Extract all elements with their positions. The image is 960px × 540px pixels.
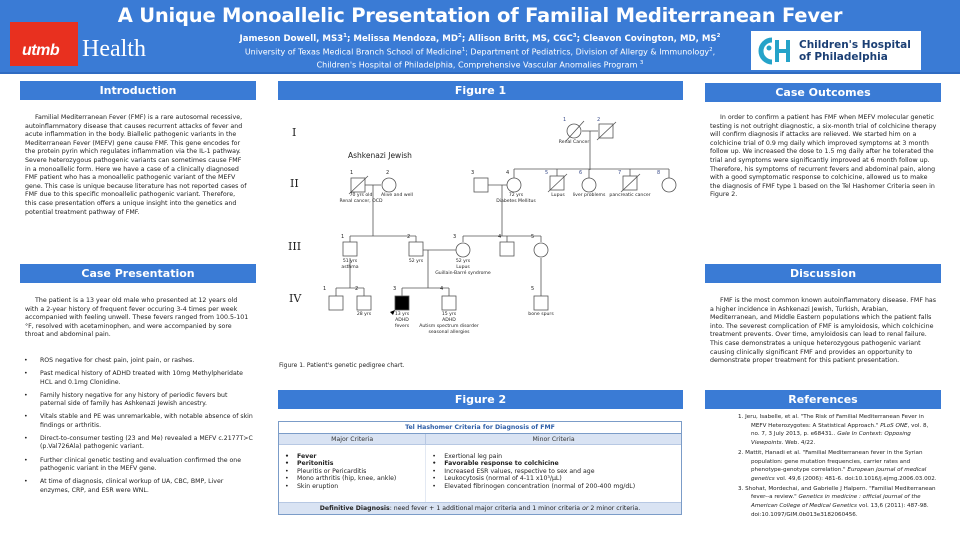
- list-item: • Mono arthritis (hip, knee, ankle): [279, 475, 425, 482]
- svg-text:1: 1: [563, 117, 567, 123]
- list-item: • Elevated fibrinogen concentration (normal of 200-400 mg/dL): [426, 483, 681, 490]
- utmb-logo-mark: utmb: [10, 22, 78, 66]
- reference-item: 1. Jeru, Isabelle, et al. "The Risk of Familial Mediterranean Fever in MEFV Heterozygotes: A Statistical Approach." PLoS ONE, vol. 8, no. 7, 3 July 2013, p. e68431.. Gale In Context: Opposing Viewpoints. Web. 4/22.: [738, 414, 929, 447]
- list-item: • Vitals stable and PE was unremarkable, with notable absence of skin findings or arthritis.: [22, 413, 254, 430]
- pedigree-label: Renal Cancer: [558, 140, 590, 145]
- list-item: • Past medical history of ADHD treated with 10mg Methylpheridate HCL and 0.1mg Clonidine.: [22, 370, 254, 387]
- pedigree-male: [442, 296, 456, 310]
- utmb-logo-word: Health: [82, 35, 146, 62]
- ancestry-label: Ashkenazi Jewish: [348, 151, 412, 160]
- pedigree-male: [500, 242, 514, 256]
- figure2-heading: Figure 2: [278, 390, 683, 409]
- pedigree-male: [534, 296, 548, 310]
- svg-text:2: 2: [355, 286, 359, 292]
- svg-text:4: 4: [506, 170, 510, 176]
- list-item: • Direct-to-consumer testing (23 and Me) revealed a MEFV c.2177T>C (p.Val726Ala) pathogenic variant.: [22, 435, 254, 452]
- list-item: • Pleuritis or Pericarditis: [279, 468, 425, 475]
- case-presentation-heading: Case Presentation: [20, 264, 256, 283]
- discussion-text: FMF is the most common known autoinflammatory disease. FMF has a higher incidence in Ashkenazi Jewish, Turkish, Arabian, Mediterranean, and Middle Eastern populations which the patient falls into. The severest complication of FMF is amyloidosis, which colchicine treatment prevents. Over time, amyloidosis can lead to renal failure. This case demonstrates a unique heterozygous pathogenic variant causing clinically significant FMF and provides an opportunity to demonstrate proper treatment for this patient presentation.: [710, 297, 937, 365]
- minor-criteria-header: Minor Criteria: [532, 436, 575, 443]
- pedigree-label: seasonal allergies: [428, 330, 470, 335]
- svg-text:1: 1: [341, 234, 345, 240]
- introduction-text: Familial Mediterranean Fever (FMF) is a rare autosomal recessive, autoinflammatory disease that causes recurrent attacks of fever and acute inflammation in the body. Biallelic pathogenic variants in the Mediterranean Fever (MEFV) gene cause FMF. This gene encodes for the protein pyrin which regulates inflammation via the IL-1 pathway. Severe heterozygous pathogenic variants can sometimes cause FMF in a monoallelic form. Here we have a case of a clinically diagnosed FMF patient who has a monoallelic pathogenic variant of the MEFV gene. This case is unique because literature has not reported cases of FMF due to this specific monoallelic pathogenic variant. Therefore, this case presentation offers a unique insight into the genetics and potential treatment pathway of FMF.: [25, 114, 247, 216]
- pedigree-male: [343, 242, 357, 256]
- pedigree-female: [382, 178, 396, 192]
- pedigree-male: [409, 242, 423, 256]
- list-item: • Skin eruption: [279, 483, 425, 490]
- svg-text:6: 6: [579, 170, 583, 176]
- pedigree-label: Alive and well: [381, 193, 413, 198]
- svg-text:7: 7: [618, 170, 622, 176]
- svg-text:3: 3: [453, 234, 457, 240]
- pedigree-label: bone spurs: [528, 312, 554, 317]
- pedigree-label: 72 yrs: [508, 193, 524, 198]
- table-title: Tel Hashomer Criteria for Diagnosis of FMF: [279, 422, 681, 434]
- affiliations: University of Texas Medical Branch School of Medicine$^1$; Department of Pediatrics, Division of Allergy & Immunology$^2$, Children's Hospital of Philadelphia, Comprehensive Vascular Anomalies Program $^3$: [244, 47, 716, 70]
- list-item: • Exertional leg pain: [426, 453, 681, 460]
- list-item: • Leukocytosis (normal of 4-11 x10³/µL): [426, 475, 681, 482]
- reference-item: 2. Mattit, Hanadi et al. "Familial Mediterranean fever in the Syrian population: gene mutation frequencies, carrier rates and phenotype-genotype correlation." European journal of medical genetics vol. 49,6 (2006): 481-6. doi:10.1016/j.ejmg.2006.03.002.: [738, 449, 937, 482]
- case-outcomes-heading: Case Outcomes: [705, 83, 941, 102]
- pedigree-chart: [278, 104, 684, 354]
- svg-text:5: 5: [531, 234, 535, 240]
- svg-text:3: 3: [393, 286, 397, 292]
- svg-text:5: 5: [531, 286, 535, 292]
- svg-text:1: 1: [323, 286, 327, 292]
- pedigree-label: Autism spectrum disorder: [419, 324, 479, 329]
- svg-text:2: 2: [407, 234, 411, 240]
- poster-header: [0, 0, 960, 74]
- svg-text:8: 8: [657, 170, 661, 176]
- pedigree-label: 15 yrs: [441, 312, 457, 317]
- pedigree-label: Lupus: [551, 193, 565, 198]
- table-header-row: [279, 434, 681, 445]
- case-findings-list: [22, 357, 254, 500]
- svg-text:2: 2: [386, 170, 390, 176]
- figure1-caption: Figure 1. Patient's genetic pedigree chart.: [279, 362, 405, 369]
- discussion-heading: Discussion: [705, 264, 941, 283]
- list-item: • ROS negative for chest pain, joint pain, or rashes.: [22, 357, 254, 365]
- generation-label-IV: IV: [289, 292, 302, 305]
- generation-label-I: I: [292, 126, 297, 139]
- case-presentation-text: The patient is a 13 year old male who presented at 12 years old with a 2-year history of frequent fever occuring 3-4 times per week accompanied with feeling unwell. These fevers ranged from 100.5-101 °F, resolved with acetaminophen, and were accompanied by sore throat and abdominal pain.: [25, 297, 249, 339]
- svg-text:5: 5: [545, 170, 549, 176]
- pedigree-label: Lupus: [456, 265, 470, 270]
- pedigree-label: 52 yrs: [455, 259, 471, 264]
- references-heading: References: [705, 390, 941, 409]
- introduction-heading: Introduction: [20, 81, 256, 100]
- pedigree-label: 13 yrs: [394, 312, 410, 317]
- reference-item: 3. Shohat, Mordechai, and Gabrielle J Halpern. "Familial Mediterranean fever--a review." Genetics in medicine : official journal of the American College of Medical Genetics vol. 13,6 (2011): 487-98. doi:10.1097/GIM.0b013e3182060456.: [738, 485, 936, 518]
- generation-label-II: II: [290, 177, 299, 190]
- pedigree-female: [456, 243, 470, 257]
- list-item: • Fever: [279, 453, 425, 460]
- svg-text:2: 2: [597, 117, 601, 123]
- list-item: • At time of diagnosis, clinical workup of UA, CBC, BMP, Liver enzymes, CRP, and ESR were WNL.: [22, 478, 254, 495]
- pedigree-proband-affected-male: [395, 296, 409, 310]
- pedigree-label: ADHD: [395, 318, 409, 323]
- pedigree-label: 70 yrs old: [349, 193, 373, 198]
- pedigree-label: 52 yrs: [408, 259, 424, 264]
- pedigree-female: [507, 178, 521, 192]
- pedigree-male: [474, 178, 488, 192]
- major-criteria-cell: [279, 445, 426, 502]
- svg-text:4: 4: [498, 234, 502, 240]
- poster-title: A Unique Monoallelic Presentation of Familial Mediterranean Fever: [117, 4, 843, 27]
- list-item: • Further clinical genetic testing and evaluation confirmed the one pathogenic variant in the MEFV gene.: [22, 457, 254, 474]
- table-body-row: [279, 445, 681, 502]
- pedigree-label: Diabetes Mellitus: [496, 199, 536, 204]
- author-list: Jameson Dowell, $MS3^1$; Melissa Mendoza, $MD^2$; Allison Britt, MS, CGC$^3$; Cleavon Covington, MD, $MS^2$: [239, 33, 721, 44]
- pedigree-label: fevers: [394, 324, 410, 329]
- pedigree-male: [357, 296, 371, 310]
- pedigree-label: liver problems: [572, 193, 606, 198]
- pedigree-label: Renal cancer, OCD: [339, 199, 383, 204]
- case-outcomes-text: In order to confirm a patient has FMF when MEFV molecular genetic testing is not outright diagnostic, a six-month trial of colchicine therapy will confirm diagnosis if attacks are relieved. We started him on a colchicine trial of 0.9 mg daily which improved symptoms at 3 month follow up. We increased the dose to 1.5 mg daily after he tolerated the trial and symptoms were significantly improved at 6 month follow up. Therefore, his symptoms of recurrent fevers and abdominal pain, along with a good symptomatic response to colchicine, allowed us to make the diagnosis of FMF type 1 based on the Tel Hashomer Criteria seen in Figure 2.: [710, 114, 937, 199]
- pedigree-label: ADHD: [442, 318, 456, 323]
- references-list: [738, 413, 938, 520]
- pedigree-label: 28 yrs: [356, 312, 372, 317]
- svg-text:4: 4: [440, 286, 444, 292]
- pedigree-female: [582, 178, 596, 192]
- list-item: • Increased ESR values, respective to sex and age: [426, 468, 681, 475]
- pedigree-female: [534, 243, 548, 257]
- pedigree-label: Guillain-Barré syndrome: [435, 271, 491, 276]
- pedigree-male: [329, 296, 343, 310]
- list-item: • Favorable response to colchicine: [426, 460, 681, 467]
- svg-text:3: 3: [471, 170, 475, 176]
- pedigree-female: [662, 178, 676, 192]
- chop-logo-mark-icon: [757, 36, 793, 66]
- generation-label-III: III: [288, 240, 302, 253]
- pedigree-label: 51 yrs: [342, 259, 358, 264]
- list-item: • Peritonitis: [279, 460, 425, 467]
- pedigree-label: asthma: [341, 265, 359, 270]
- minor-criteria-cell: [426, 445, 681, 502]
- figure1-heading: Figure 1: [278, 81, 683, 100]
- pedigree-label: pancreatic cancer: [609, 193, 651, 198]
- definitive-diagnosis-row: Definitive Diagnosis: need fever + 1 additional major criteria and 1 minor criteria or 2 minor criteria.: [279, 502, 681, 514]
- list-item: • Family history negative for any history of periodic fevers but paternal side of family has Ashkenazi Jewish ancestry.: [22, 392, 254, 409]
- chop-logo: Children's Hospital of Philadelphia: [751, 31, 921, 70]
- major-criteria-header: Major Criteria: [279, 434, 426, 444]
- svg-text:1: 1: [350, 170, 354, 176]
- tel-hashomer-criteria-table: [278, 421, 682, 515]
